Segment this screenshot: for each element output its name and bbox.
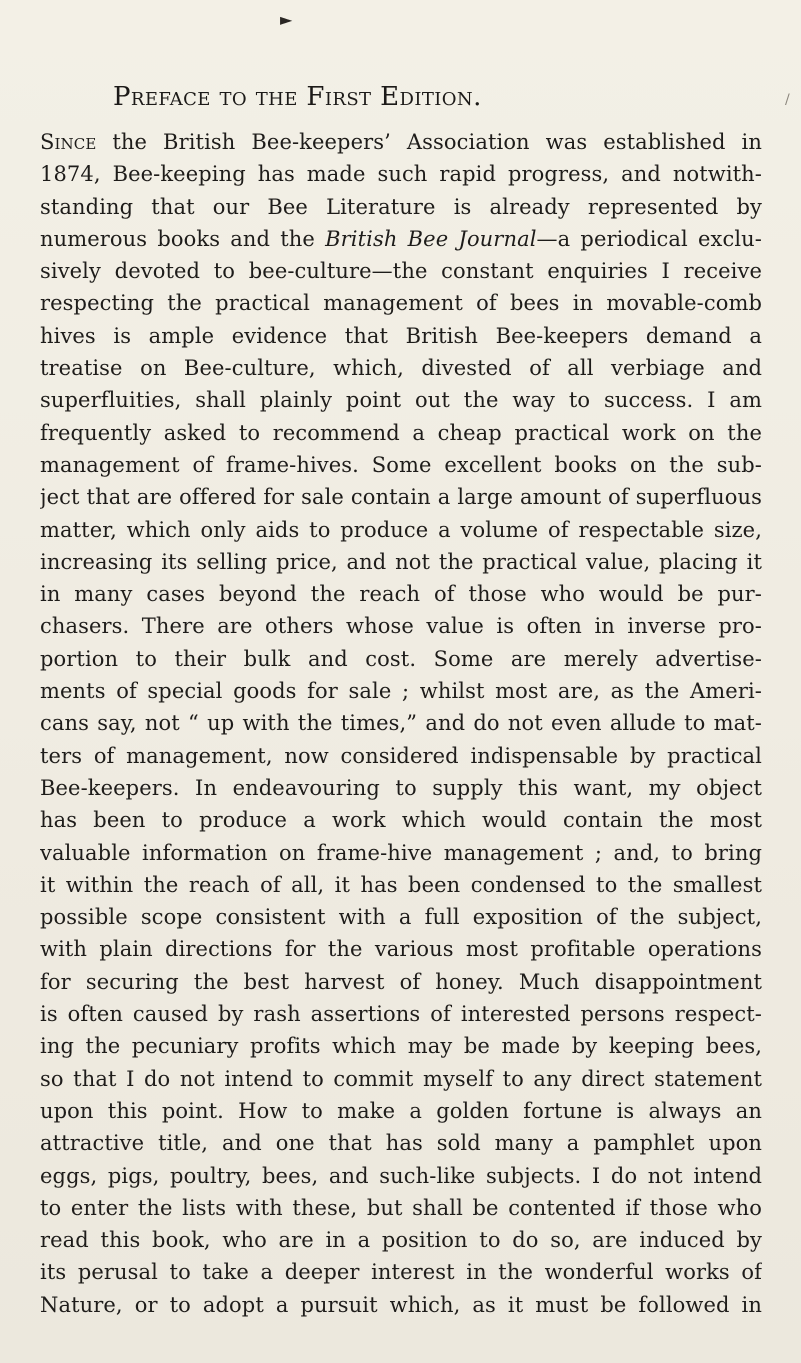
text-run: Bee-keepers. In endeavouring to supply this want, my object: [40, 775, 762, 800]
stray-mark: /: [785, 92, 790, 108]
text-run: upon this point. How to make a golden fortune is always an: [40, 1098, 762, 1123]
text-run: frequently asked to recommend a cheap practical work on the: [40, 420, 762, 445]
text-line: [40, 998, 762, 1030]
text-run: standing that our Bee Literature is already represented by: [40, 194, 762, 219]
text-line: [40, 191, 762, 223]
text-line: [40, 223, 762, 255]
text-run: eggs, pigs, poultry, bees, and such-like subjects. I do not intend: [40, 1163, 762, 1188]
text-line: [40, 675, 762, 707]
text-run: to enter the lists with these, but shall be contented if those who: [40, 1195, 762, 1220]
text-run: attractive title, and one that has sold many a pamphlet upon: [40, 1131, 762, 1156]
text-line: [40, 869, 762, 901]
text-line: [40, 707, 762, 739]
text-line: [40, 287, 762, 319]
small-caps-word: Since: [40, 130, 97, 154]
text-line: [40, 1063, 762, 1095]
text-run: hives is ample evidence that British Bee-keepers demand a: [40, 323, 762, 348]
text-run: it within the reach of all, it has been condensed to the smallest: [40, 872, 762, 897]
text-run: possible scope consistent with a full exposition of the subject,: [40, 905, 762, 930]
text-line: [40, 837, 762, 869]
text-line: [40, 449, 762, 481]
preface-body: [40, 126, 762, 1321]
text-line: [40, 1224, 762, 1256]
text-run: respecting the practical management of bees in movable-comb: [40, 291, 762, 316]
text-line: [40, 1160, 762, 1192]
text-line: [40, 740, 762, 772]
text-line: [40, 578, 762, 610]
text-run: ters of management, now considered indispensable by practical: [40, 743, 762, 768]
text-run: numerous books and the: [40, 226, 326, 251]
text-run: ments of special goods for sale ; whilst most are, as the Ameri-: [40, 679, 762, 704]
text-run: the British Bee-keepers’ Association was established in: [96, 130, 762, 154]
text-run: ject that are offered for sale contain a large amount of superfluous: [40, 485, 762, 510]
text-line: [40, 933, 762, 965]
text-run: chasers. There are others whose value is often in inverse pro-: [40, 614, 762, 639]
text-line: [40, 1030, 762, 1062]
text-line: [40, 352, 762, 384]
text-line: [40, 546, 762, 578]
text-line: [40, 126, 762, 158]
text-line: [40, 1256, 762, 1288]
text-run: so that I do not intend to commit myself to any direct statement: [40, 1066, 762, 1091]
text-run: has been to produce a work which would contain the most: [40, 808, 762, 833]
text-line: [40, 1289, 762, 1321]
text-run: 1874, Bee-keeping has made such rapid progress, and notwith-: [40, 162, 762, 187]
text-run: in many cases beyond the reach of those who would be pur-: [40, 582, 762, 607]
printer-mark: ►: [280, 10, 293, 29]
text-run: increasing its selling price, and not the practical value, placing it: [40, 549, 762, 574]
text-run: cans say, not “ up with the times,” and do not even allude to mat-: [40, 711, 762, 736]
text-run: sively devoted to bee-culture—the constant enquiries I receive: [40, 259, 762, 284]
text-line: [40, 610, 762, 642]
text-line: [40, 158, 762, 190]
text-line: [40, 772, 762, 804]
text-line: [40, 1127, 762, 1159]
italic-title: British Bee Journal: [325, 226, 537, 251]
text-line: [40, 481, 762, 513]
text-run: superfluities, shall plainly point out the way to success. I am: [40, 388, 762, 413]
text-line: [40, 901, 762, 933]
text-run: for securing the best harvest of honey. Much disappointment: [40, 969, 762, 994]
text-line: [40, 320, 762, 352]
text-line: [40, 1192, 762, 1224]
text-run: ing the pecuniary profits which may be made by keeping bees,: [40, 1034, 762, 1059]
text-run: portion to their bulk and cost. Some are merely advertise-: [40, 646, 762, 671]
page-title: Preface to the First Edition.: [113, 82, 482, 112]
text-line: [40, 384, 762, 416]
text-run: is often caused by rash assertions of interested persons respect-: [40, 1002, 762, 1027]
text-run: Nature, or to adopt a pursuit which, as it must be followed in: [40, 1292, 762, 1317]
text-line: [40, 643, 762, 675]
text-run: read this book, who are in a position to do so, are induced by: [40, 1228, 762, 1253]
text-run: —a periodical exclu-: [536, 226, 762, 251]
text-run: matter, which only aids to produce a volume of respectable size,: [40, 517, 762, 542]
text-run: management of frame-hives. Some excellent books on the sub-: [40, 452, 762, 477]
text-line: [40, 1095, 762, 1127]
text-run: valuable information on frame-hive management ; and, to bring: [40, 840, 762, 865]
text-run: with plain directions for the various most profitable operations: [40, 937, 762, 962]
text-line: [40, 417, 762, 449]
text-line: [40, 804, 762, 836]
text-line: [40, 966, 762, 998]
text-run: treatise on Bee-culture, which, divested of all verbiage and: [40, 356, 762, 381]
text-line: [40, 514, 762, 546]
text-line: [40, 255, 762, 287]
text-run: its perusal to take a deeper interest in the wonderful works of: [40, 1260, 762, 1285]
